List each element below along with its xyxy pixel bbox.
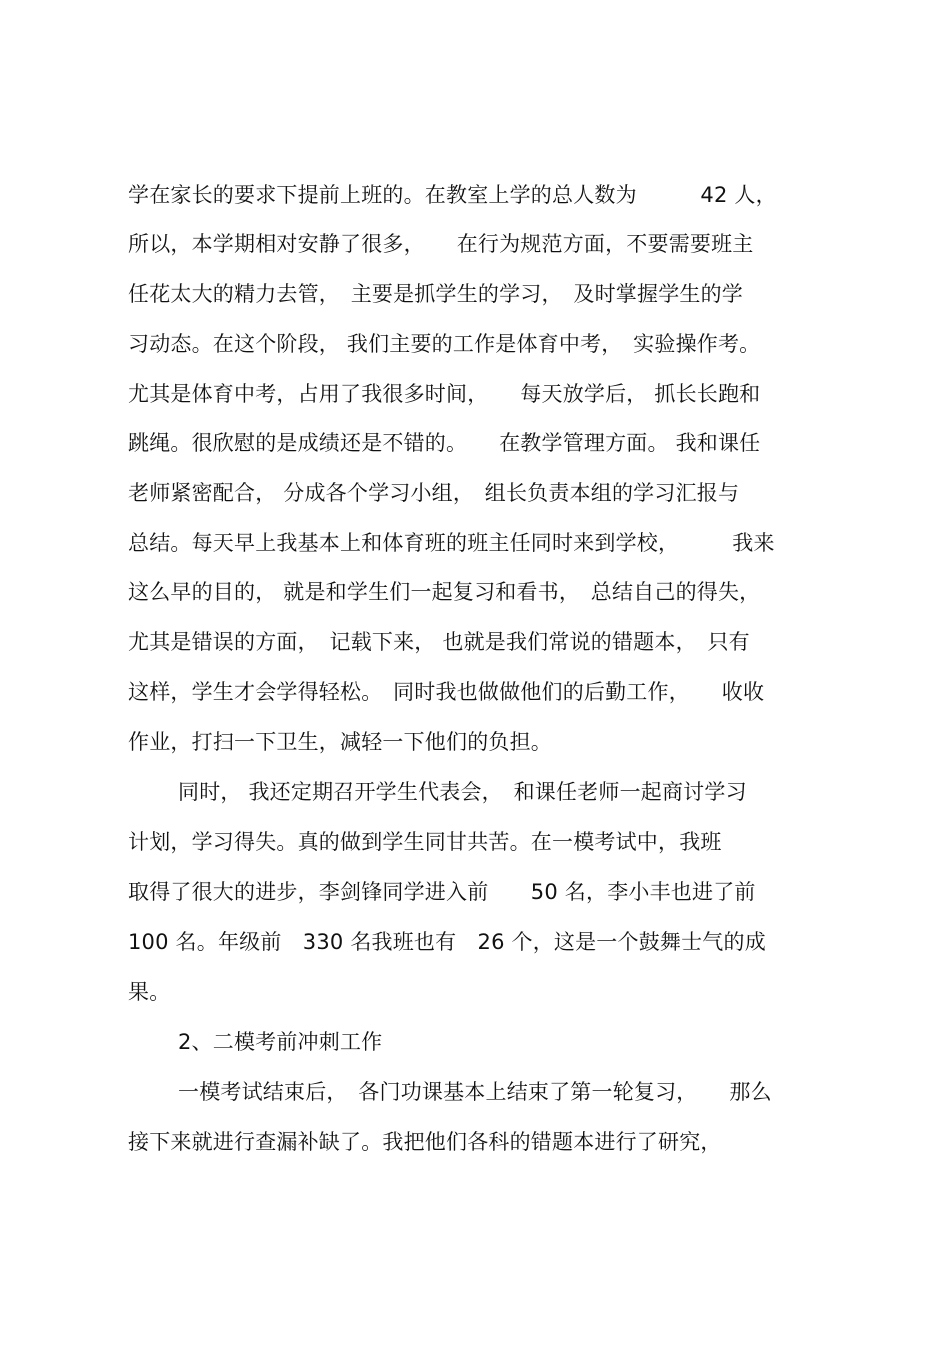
text-line-7: 老师紧密配合， 分成各个学习小组， 组长负责本组的学习汇报与 [128,481,740,505]
section-heading: 2、二模考前冲刺工作 [178,1030,383,1054]
text-line-9: 这么早的目的， 就是和学生们一起复习和看书， 总结自己的得失， [128,580,761,604]
text-line-15: 取得了很大的进步，李剑锋同学进入前 50 名，李小丰也进了前 [128,880,756,904]
text-line-6: 跳绳。很欣慰的是成绩还是不错的。 在教学管理方面。 我和课任 [128,431,761,455]
text-line-20: 接下来就进行查漏补缺了。我把他们各科的错题本进行了研究， [128,1130,722,1154]
text-line-5: 尤其是体育中考，占用了我很多时间， 每天放学后， 抓长长跑和 [128,382,761,406]
text-line-11: 这样，学生才会学得轻松。 同时我也做做他们的后勤工作， 收收 [128,680,765,704]
text-line-12: 作业，打扫一下卫生，减轻一下他们的负担。 [128,730,552,754]
text-line-13: 同时， 我还定期召开学生代表会， 和课任老师一起商讨学习 [178,780,747,804]
text-line-3: 任花太大的精力去管， 主要是抓学生的学习， 及时掌握学生的学 [128,282,743,306]
text-line-16: 100 名。年级前 330 名我班也有 26 个，这是一个鼓舞士气的成 [128,930,766,954]
text-line-10: 尤其是错误的方面， 记载下来， 也就是我们常说的错题本， 只有 [128,630,750,654]
text-line-8: 总结。每天早上我基本上和体育班的班主任同时来到学校， 我来 [128,531,775,555]
text-line-19: 一模考试结束后， 各门功课基本上结束了第一轮复习， 那么 [178,1080,772,1104]
text-line-17: 果。 [128,980,171,1004]
text-line-1: 学在家长的要求下提前上班的。在教室上学的总人数为 42 人， [128,183,777,207]
text-line-4: 习动态。在这个阶段， 我们主要的工作是体育中考， 实验操作考。 [128,332,761,356]
text-line-14: 计划，学习得失。真的做到学生同甘共苦。在一模考试中，我班 [128,830,722,854]
text-line-2: 所以，本学期相对安静了很多， 在行为规范方面，不要需要班主 [128,232,754,256]
